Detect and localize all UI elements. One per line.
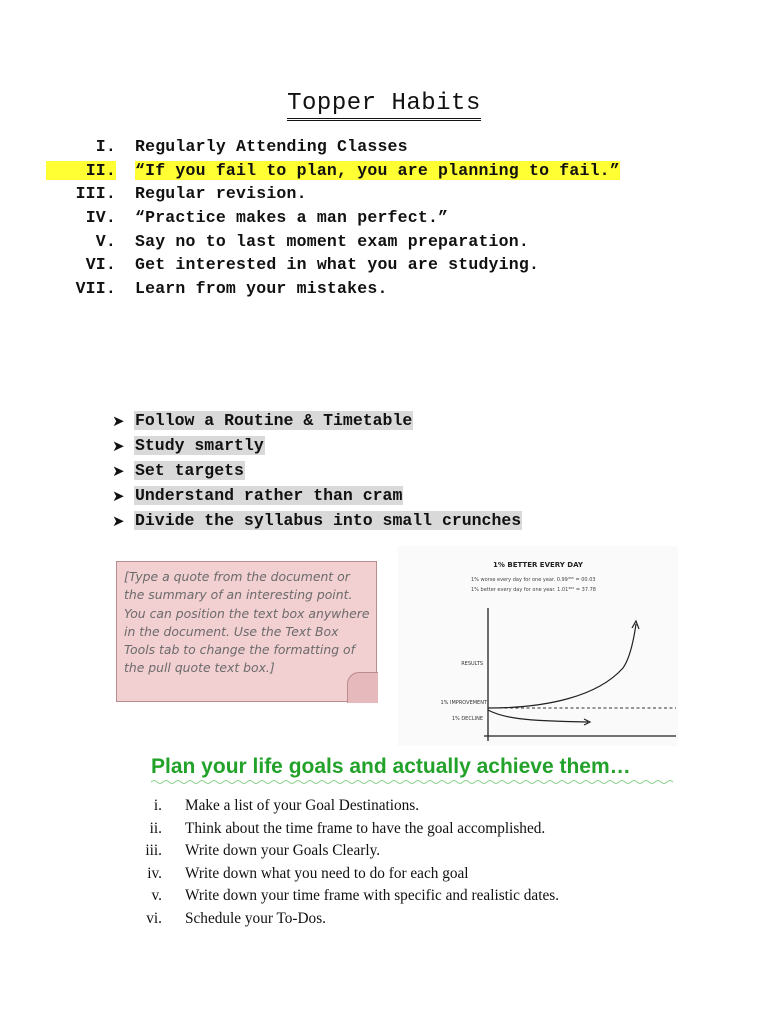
tip-text: Study smartly [135, 436, 264, 455]
list-text: Learn from your mistakes. [135, 279, 388, 299]
list-number: VI. [85, 255, 116, 275]
list-number: V. [95, 231, 116, 251]
highlighted-quote-text: “If you fail to plan, you are planning to fail.” [135, 160, 620, 180]
list-item [112, 483, 522, 508]
spellcheck-underline [151, 779, 681, 785]
pull-quote-textbox[interactable] [116, 561, 377, 702]
improvement-graph [398, 546, 678, 746]
list-number: II. [46, 161, 116, 180]
list-text: “Practice makes a man perfect.” [135, 208, 449, 228]
list-text: Think about the time frame to have the goal accomplished. [185, 819, 546, 837]
list-number: iv. [147, 864, 162, 882]
arrow-bullet-icon: ➤ [112, 436, 125, 455]
list-text: Say no to last moment exam preparation. [135, 231, 529, 251]
arrow-bullet-icon: ➤ [112, 411, 125, 430]
list-number: i. [153, 797, 162, 814]
list-item [112, 458, 522, 483]
figure-title: 1% BETTER EVERY DAY [493, 561, 583, 569]
list-text: Get interested in what you are studying. [135, 255, 540, 275]
tip-text: Set targets [135, 461, 244, 480]
list-text: Regular revision. [135, 184, 307, 204]
list-item [112, 433, 522, 458]
page-title: Topper Habits [0, 90, 768, 117]
figure-line-better: 1% better every day for one year. 1.01³⁶⁵ = 37.78 [471, 587, 596, 593]
list-text: Write down your time frame with specific and realistic dates. [185, 887, 560, 904]
list-number: ii. [149, 819, 162, 837]
pull-quote-text: [Type a quote from the document or the summary of an interesting point. You can position the text box anywhere in the document. Use the Text Box Tools tab to change the formatting of the pull quote text box.] [124, 569, 370, 676]
list-text: Regularly Attending Classes [135, 137, 408, 156]
tip-text: Understand rather than cram [135, 486, 403, 505]
list-text: Schedule your To-Dos. [185, 909, 326, 927]
list-number: iii. [145, 842, 162, 859]
arrow-bullet-icon: ➤ [112, 511, 125, 530]
growth-curve [488, 624, 636, 708]
list-text: Write down your Goals Clearly. [185, 842, 381, 859]
list-number: v. [151, 887, 162, 904]
list-number: vi. [146, 909, 162, 927]
label-improvement: 1% IMPROVEMENT [440, 700, 487, 706]
figure-line-worse: 1% worse every day for one year. 0.99³⁶⁵ = 00.03 [471, 577, 596, 583]
list-item [112, 508, 522, 533]
list-text: Make a list of your Goal Destinations. [185, 797, 420, 814]
list-item [112, 408, 522, 433]
page-curl-decoration [347, 672, 378, 703]
list-number: IV. [85, 208, 116, 228]
label-results: RESULTS [461, 661, 483, 667]
improvement-figure [398, 546, 678, 746]
decline-curve [488, 710, 588, 722]
label-decline: 1% DECLINE [451, 716, 483, 722]
list-number: I. [95, 137, 116, 156]
arrow-bullet-icon: ➤ [112, 461, 125, 480]
list-text: Write down what you need to do for each goal [185, 864, 469, 882]
tip-text: Divide the syllabus into small crunches [135, 511, 522, 530]
list-number: VII. [75, 279, 116, 299]
arrow-bullet-icon: ➤ [112, 486, 125, 505]
plan-heading: Plan your life goals and actually achieve them… [151, 755, 631, 778]
tip-text: Follow a Routine & Timetable [135, 411, 413, 430]
list-number: III. [75, 184, 116, 204]
tips-list [112, 408, 522, 533]
